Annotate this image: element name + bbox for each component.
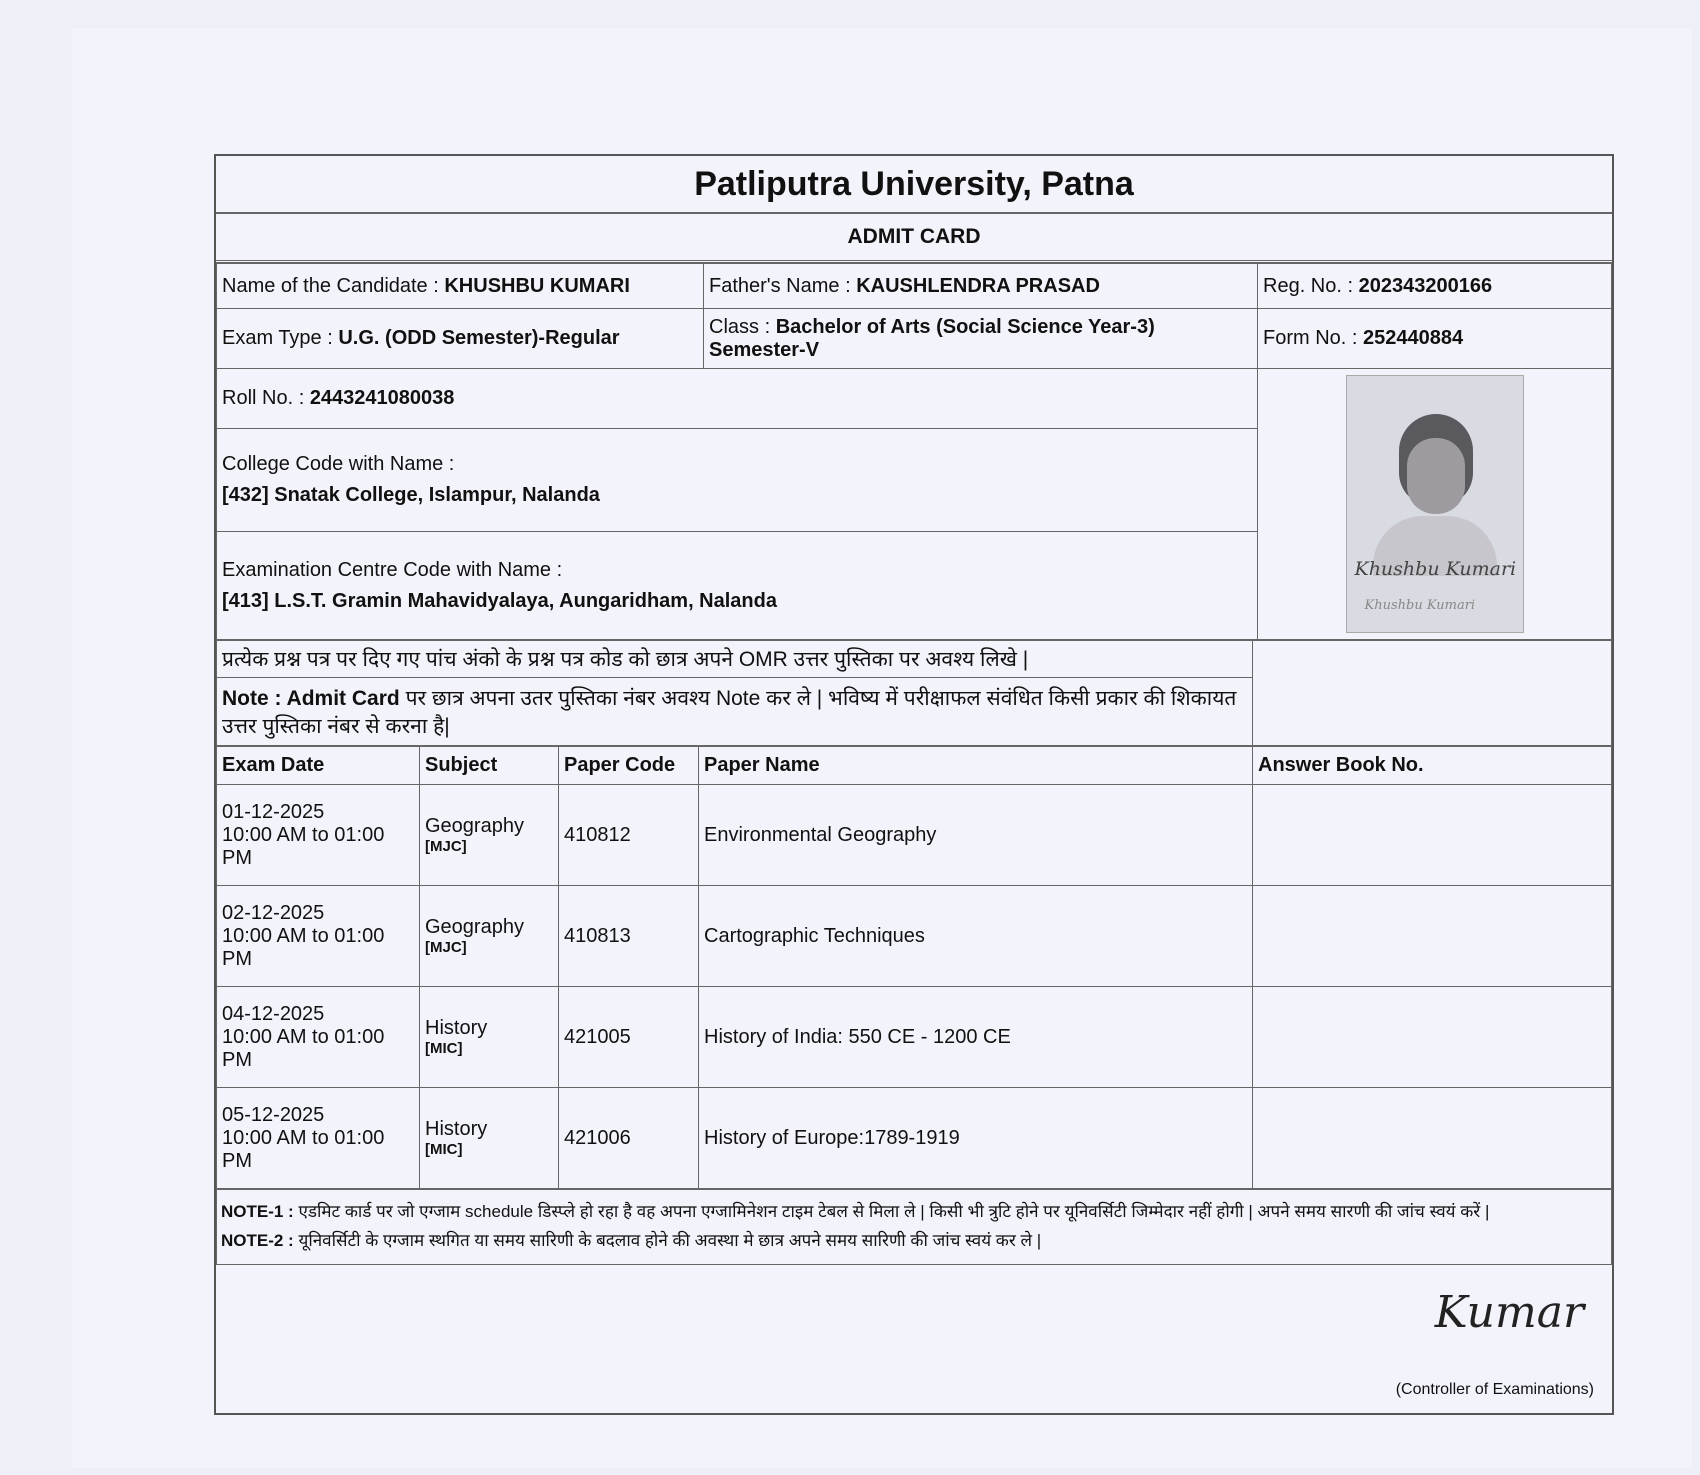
date: 05-12-2025 <box>222 1103 325 1126</box>
candidate-signature: Khushbu Kumari <box>1354 558 1517 580</box>
college: [432] Snatak College, Islampur, Nalanda <box>222 484 600 506</box>
note-label: NOTE-1 : <box>221 1202 294 1221</box>
exam-date <box>217 987 420 1088</box>
header-text: Subject <box>425 754 498 776</box>
notes-cell <box>217 1190 1612 1265</box>
controller-signature: Kumar <box>1434 1286 1584 1338</box>
note-prefix: Note : Admit Card <box>222 686 400 710</box>
table-row <box>217 886 1612 987</box>
paper-code: 421006 <box>559 1088 699 1189</box>
paper-name: Environmental Geography <box>699 785 1253 886</box>
paper-name: History of Europe:1789-1919 <box>699 1088 1253 1189</box>
class-cell <box>704 309 1258 369</box>
roll-no: 2443241080038 <box>309 387 455 409</box>
label: Examination Centre Code with Name : <box>222 558 563 581</box>
candidate-name-cell <box>217 264 704 309</box>
subject <box>420 886 559 987</box>
date: 01-12-2025 <box>222 800 325 823</box>
label: Class : <box>709 315 771 338</box>
header-subject <box>420 747 559 785</box>
blank-cell <box>1253 641 1612 746</box>
subject-type: [MIC] <box>425 1141 463 1158</box>
time: 10:00 AM to 01:00 PM <box>222 823 385 869</box>
reg-no-cell <box>1258 264 1612 309</box>
omr-instruction: प्रत्येक प्रश्न पत्र पर दिए गए पांच अंको के प्रश्न पत्र कोड को छात्र अपने OMR उत्तर पुस्तिका पर अवश्य लिखे | <box>217 641 1253 678</box>
candidate-name: KHUSHBU KUMARI <box>444 274 630 297</box>
candidate-info <box>216 263 1612 640</box>
label: Roll No. : <box>222 387 305 409</box>
father-name: KAUSHLENDRA PRASAD <box>856 274 1100 297</box>
answer-book-no <box>1253 886 1612 987</box>
photo-cell <box>1258 369 1612 640</box>
table-row <box>217 1088 1612 1189</box>
exam-type-cell <box>217 309 704 369</box>
note-text: पर छात्र अपना उतर पुस्तिका नंबर अवश्य Note कर ले | भविष्य में परीक्षाफल संवंधित किसी प्रकार की शिकायत उत्तर पुस्तिका नंबर से करना है| <box>222 686 1237 738</box>
header-text: Paper Code <box>564 754 676 776</box>
header-paper-code <box>559 747 699 785</box>
form-no: 252440884 <box>1363 327 1464 349</box>
answer-book-no <box>1253 987 1612 1088</box>
father-name-cell <box>704 264 1258 309</box>
exam-type: U.G. (ODD Semester)-Regular <box>338 327 620 349</box>
subject <box>420 987 559 1088</box>
university-title: Patliputra University, Patna <box>216 156 1612 214</box>
notes <box>216 1189 1612 1265</box>
paper-name: History of India: 550 CE - 1200 CE <box>699 987 1253 1088</box>
roll-no-cell <box>217 369 1258 429</box>
paper-code: 421005 <box>559 987 699 1088</box>
subject-type: [MJC] <box>425 838 467 855</box>
exam-date <box>217 785 420 886</box>
subject-name: Geography <box>425 815 524 837</box>
label: Father's Name : <box>709 274 851 297</box>
subject-name: Geography <box>425 916 524 938</box>
label: Name of the Candidate : <box>222 274 439 297</box>
subject-name: History <box>425 1118 488 1140</box>
time: 10:00 AM to 01:00 PM <box>222 1025 385 1071</box>
header-paper-name <box>699 747 1253 785</box>
answer-book-no <box>1253 785 1612 886</box>
candidate-photo <box>1346 375 1524 633</box>
label: College Code with Name : <box>222 453 455 475</box>
time: 10:00 AM to 01:00 PM <box>222 924 385 970</box>
exam-date <box>217 886 420 987</box>
subject <box>420 1088 559 1189</box>
subject-type: [MJC] <box>425 939 467 956</box>
note-1 <box>221 1198 1607 1227</box>
college-cell <box>217 429 1258 532</box>
exam-date <box>217 1088 420 1189</box>
time: 10:00 AM to 01:00 PM <box>222 1126 385 1172</box>
centre: [413] L.S.T. Gramin Mahavidyalaya, Aungaridham, Nalanda <box>222 589 777 612</box>
exam-schedule-table <box>216 746 1612 1189</box>
answer-book-note <box>217 678 1253 746</box>
header-exam-date <box>217 747 420 785</box>
subject-type: [MIC] <box>425 1040 463 1057</box>
paper-code: 410813 <box>559 886 699 987</box>
form-no-cell <box>1258 309 1612 369</box>
table-row <box>217 785 1612 886</box>
header-text: Answer Book No. <box>1258 754 1424 776</box>
subject <box>420 785 559 886</box>
date: 02-12-2025 <box>222 901 325 924</box>
note-text: एडमिट कार्ड पर जो एग्जाम schedule डिस्प्ले हो रहा है वह अपना एग्जामिनेशन टाइम टेबल से मिला ले | किसी भी त्रुटि होने पर यूनिवर्सिटी जिम्मेदार नहीं होगी | अपने समय सारणी की जांच स्वयं करें | <box>293 1202 1490 1221</box>
paper-name: Cartographic Techniques <box>699 886 1253 987</box>
candidate-signature-faint: Khushbu Kumari <box>1364 598 1476 613</box>
subject-name: History <box>425 1017 488 1039</box>
label: Exam Type : <box>222 327 333 349</box>
table-row <box>217 987 1612 1088</box>
admit-card-heading: ADMIT CARD <box>216 214 1612 263</box>
header-text: Exam Date <box>222 754 325 776</box>
admit-card <box>214 154 1614 1415</box>
signature-area <box>216 1265 1612 1413</box>
label: Reg. No. : <box>1263 274 1354 297</box>
date: 04-12-2025 <box>222 1002 325 1025</box>
note-text: यूनिवर्सिटी के एग्जाम स्थगित या समय सारिणी के बदलाव होने की अवस्था मे छात्र अपने समय सारिणी की जांच स्वयं कर ले | <box>293 1230 1042 1250</box>
controller-label: (Controller of Examinations) <box>1395 1380 1594 1398</box>
centre-cell <box>217 532 1258 640</box>
label: Form No. : <box>1263 327 1358 349</box>
reg-no: 202343200166 <box>1358 274 1493 297</box>
paper-code: 410812 <box>559 785 699 886</box>
note-2 <box>221 1227 1607 1256</box>
header-answer-book <box>1253 747 1612 785</box>
note-label: NOTE-2 : <box>221 1230 294 1250</box>
class: Bachelor of Arts (Social Science Year-3) Semester-V <box>709 315 1155 361</box>
header-text: Paper Name <box>704 754 820 776</box>
instructions <box>216 640 1612 746</box>
photo-face <box>1407 438 1465 514</box>
answer-book-no <box>1253 1088 1612 1189</box>
